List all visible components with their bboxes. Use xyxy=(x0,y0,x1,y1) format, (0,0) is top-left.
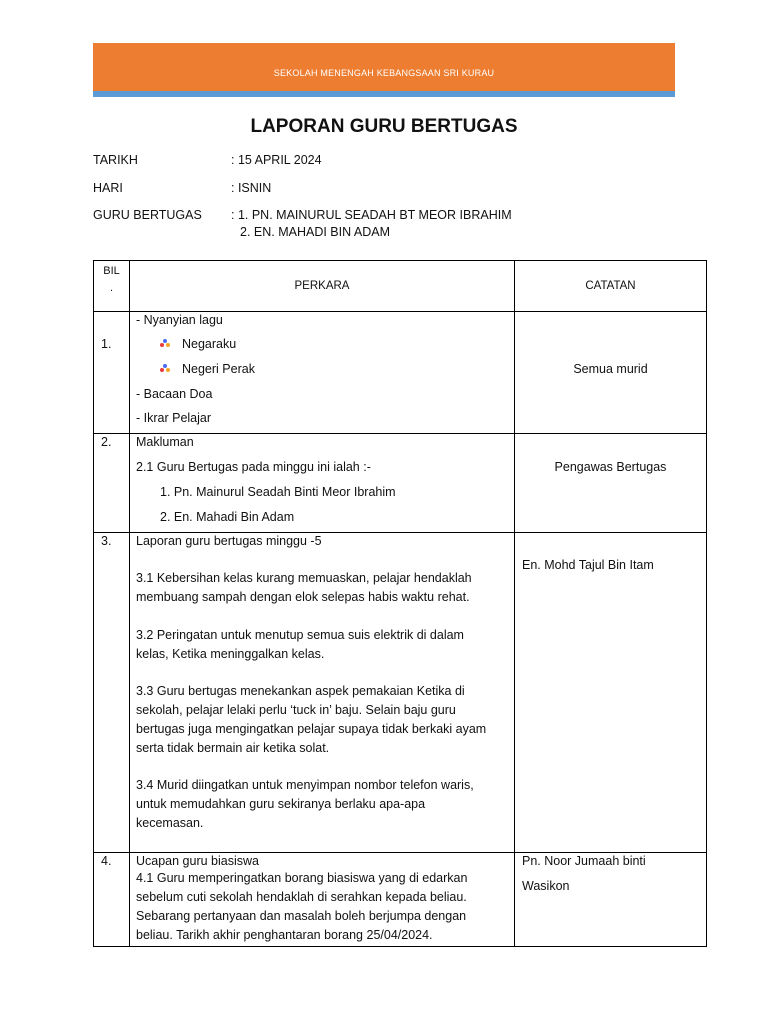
header-bil xyxy=(94,261,130,312)
row-1-perkara xyxy=(130,312,515,434)
bullet-icon xyxy=(160,364,170,372)
list-item: 3.1 Kebersihan kelas kurang memuaskan, pelajar hendaklah xyxy=(136,571,472,585)
school-name: SEKOLAH MENENGAH KEBANGSAAN SRI KURAU xyxy=(273,68,495,78)
row-1-catatan xyxy=(515,312,707,434)
list-item: - Bacaan Doa xyxy=(136,387,213,401)
row-1-number: 1. xyxy=(101,337,112,351)
list-item: Ucapan guru biasiswa xyxy=(136,854,259,868)
list-item: membuang sampah dengan elok selepas habis waktu rehat. xyxy=(136,590,470,604)
list-item: serta tidak bermain air ketika solat. xyxy=(136,741,330,755)
tarikh-label: TARIKH xyxy=(93,153,138,167)
hari-value: : ISNIN xyxy=(231,181,272,195)
list-item: Makluman xyxy=(136,435,194,449)
header-perkara: PERKARA xyxy=(130,261,515,312)
header-catatan: CATATAN xyxy=(515,261,707,312)
list-item: sebelum cuti sekolah hendaklah di serahkan kepada beliau. xyxy=(136,890,467,904)
list-item: kecemasan. xyxy=(136,816,204,830)
catatan-text: Pengawas Bertugas xyxy=(554,460,667,474)
row-3-perkara xyxy=(130,533,515,853)
row-4-bil xyxy=(94,853,130,947)
report-table xyxy=(93,260,707,947)
list-item: 3.3 Guru bertugas menekankan aspek pemakaian Ketika di xyxy=(136,684,465,698)
row-3-catatan xyxy=(515,533,707,853)
banner-stripe xyxy=(93,91,675,97)
row-4-catatan xyxy=(515,853,707,947)
row-4-perkara xyxy=(130,853,515,947)
row-1-bil xyxy=(94,312,130,434)
list-item: 3.2 Peringatan untuk menutup semua suis elektrik di dalam xyxy=(136,628,464,642)
row-2-perkara xyxy=(130,434,515,533)
table-row xyxy=(94,312,707,434)
row-3-bil xyxy=(94,533,130,853)
catatan-text: Semua murid xyxy=(573,362,648,376)
list-item: - Ikrar Pelajar xyxy=(136,411,212,425)
list-item: 2.1 Guru Bertugas pada minggu ini ialah :- xyxy=(136,460,371,474)
table-row xyxy=(94,853,707,947)
list-item xyxy=(160,337,236,351)
school-banner xyxy=(93,43,675,91)
list-item: - Nyanyian lagu xyxy=(136,313,223,327)
list-item: beliau. Tarikh akhir penghantaran borang 25/04/2024. xyxy=(136,928,433,942)
list-item: 4.1 Guru memperingatkan borang biasiswa yang di edarkan xyxy=(136,871,468,885)
list-item: 3.4 Murid diingatkan untuk menyimpan nombor telefon waris, xyxy=(136,778,474,792)
guru-value-1: : 1. PN. MAINURUL SEADAH BT MEOR IBRAHIM xyxy=(231,208,512,222)
list-item-label: Negeri Perak xyxy=(182,362,255,376)
header-bil-text: BIL xyxy=(103,265,120,277)
header-bil-dot: . xyxy=(109,282,114,294)
list-item: Sebarang pertanyaan dan masalah boleh berjumpa dengan xyxy=(136,909,467,923)
table-row xyxy=(94,533,707,853)
page-title: LAPORAN GURU BERTUGAS xyxy=(250,116,518,137)
list-item: 1. Pn. Mainurul Seadah Binti Meor Ibrahim xyxy=(160,485,396,499)
list-item xyxy=(160,362,255,376)
catatan-text: Wasikon xyxy=(522,879,570,893)
row-2-bil xyxy=(94,434,130,533)
bullet-icon xyxy=(160,339,170,347)
list-item: bertugas juga mengingatkan pelajar supaya tidak berkaki ayam xyxy=(136,722,487,736)
row-3-number: 3. xyxy=(101,534,112,548)
guru-label: GURU BERTUGAS xyxy=(93,208,202,222)
list-item-label: Negaraku xyxy=(182,337,237,351)
table-header-row xyxy=(94,261,707,312)
list-item: 2. En. Mahadi Bin Adam xyxy=(160,510,295,524)
row-4-number: 4. xyxy=(101,854,112,868)
guru-value-2: 2. EN. MAHADI BIN ADAM xyxy=(240,225,391,239)
row-2-number: 2. xyxy=(101,435,112,449)
list-item: Laporan guru bertugas minggu -5 xyxy=(136,534,322,548)
list-item: sekolah, pelajar lelaki perlu ‘tuck in’ baju. Selain baju guru xyxy=(136,703,456,717)
row-2-catatan xyxy=(515,434,707,533)
catatan-text: Pn. Noor Jumaah binti xyxy=(522,854,646,868)
list-item: kelas, Ketika meninggalkan kelas. xyxy=(136,647,325,661)
hari-label: HARI xyxy=(93,181,123,195)
table-row xyxy=(94,434,707,533)
list-item: untuk memudahkan guru sekiranya berlaku apa-apa xyxy=(136,797,426,811)
catatan-text: En. Mohd Tajul Bin Itam xyxy=(522,558,654,572)
tarikh-value: : 15 APRIL 2024 xyxy=(231,153,322,167)
